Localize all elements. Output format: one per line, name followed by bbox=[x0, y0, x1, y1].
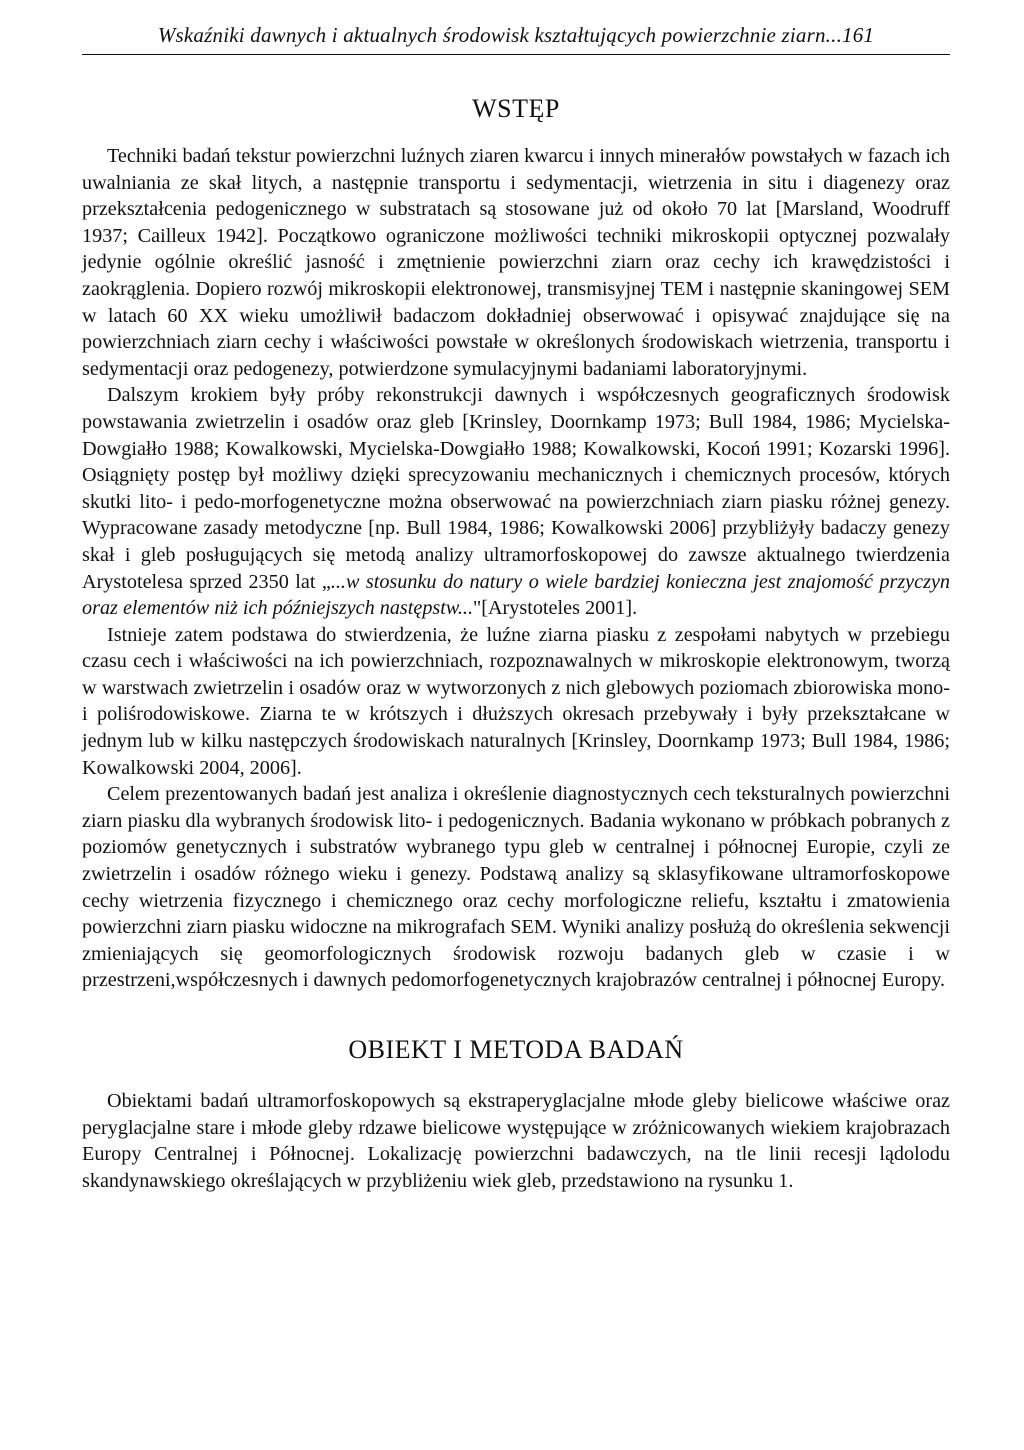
paragraph-3: Istnieje zatem podstawa do stwierdzenia, że luźne ziarna piasku z zespołami nabytych w przebiegu czasu cech i właściwości na ich powierzchniach, rozpoznawalnych w mikroskopie elektronowym, tworzą w warstwach zwietrzelin i osadów oraz w wytworzonych z nich glebowych poziomach zbiorowiska mono- i poliśrodowiskowe. Ziarna te w krótszych i dłuższych okresach przebywały i były przekształcane w jednym lub w kilku następczych środowiskach naturalnych [Krinsley, Doornkamp 1973; Bull 1984, 1986; Kowalkowski 2004, 2006]. bbox=[82, 623, 950, 779]
running-head: Wskaźniki dawnych i aktualnych środowisk kształtujących powierzchnie ziarn...161 bbox=[157, 23, 875, 47]
section-title-obiekt: OBIEKT I METODA BADAŃ bbox=[348, 1035, 684, 1064]
paragraph-2-text: Dalszym krokiem były próby rekonstrukcji dawnych i współczesnych geograficznych środowisk powstawania zwietrzelin i osadów oraz gleb [Krinsley, Doornkamp 1973; Bull 1984, 1986; Mycielska-Dowgiałło 1988; Kowalkowski, Mycielska-Dowgiałło 1988; Kowalkowski, Kocoń 1991; Kozarski 1996]. Osiągnięty postęp był możliwy dzięki sprecyzowaniu mechanicznych i chemicznych procesów, których skutki lito- i pedo-morfogenetyczne można obserwować na powierzchniach ziarn piasku różnej genezy. Wypracowane zasady metodyczne [np. Bull 1984, 1986; Kowalkowski 2006] przybliżyły badaczy genezy skał i gleb posługujących się metodą analizy ultramorfoskopowej do zawsze aktualnego twierdzenia Arystotelesa sprzed 2350 lat „ bbox=[82, 384, 950, 593]
section-title-wstep: WSTĘP bbox=[472, 94, 560, 123]
aristotle-quote: ...w stosunku do natury o wiele bardziej konieczna jest znajomość przyczyn oraz elementów niż ich późniejszych następstw... bbox=[82, 570, 951, 620]
paragraph-1: Techniki badań tekstur powierzchni luźnych ziaren kwarcu i innych minerałów powstałych w fazach ich uwalniania ze skał litych, a następnie transportu i sedymentacji, wietrzenia in situ i diagenezy oraz przekształcenia pedogenicznego w substratach są stosowane już od około 70 lat [Marsland, Woodruff 1937; Cailleux 1942]. Początkowo ograniczone możliwości techniki mikroskopii optycznej pozwalały jedynie ogólnie określić jasność i zmętnienie powierzchni ziarn oraz cechy ich krawędzistości i zaokrąglenia. Dopiero rozwój mikroskopii elektronowej, transmisyjnej TEM i następnie skaningowej SEM w latach 60 XX wieku umożliwił badaczom dokładniej obserwować i opisywać znajdujące się na powierzchniach ziarn cechy i właściwości powstałe w określonych środowiskach wietrzenia, transportu i sedymentacji oraz pedogenezy, potwierdzone symulacyjnymi badaniami laboratoryjnymi. bbox=[82, 145, 950, 380]
page bbox=[82, 20, 950, 1194]
header-rule bbox=[82, 54, 950, 55]
paragraph-2-citation: "[Arystoteles 2001]. bbox=[473, 597, 638, 620]
paragraph-4: Celem prezentowanych badań jest analiza i określenie diagnostycznych cech teksturalnych powierzchni ziarn piasku dla wybranych środowisk lito- i pedogenicznych. Badania wykonano w próbkach pobranych z poziomów genetycznych i substratów wybranego typu gleb w centralnej i północnej Europie, czyli ze zwietrzelin i osadów różnego wieku i genezy. Podstawą analizy są sklasyfikowane ultramorfoskopowe cechy wietrzenia fizycznego i chemicznego oraz cechy morfologiczne reliefu, kształtu i zmatowienia powierzchni ziarn piasku widoczne na mikrografach SEM. Wyniki analizy posłużą do określenia sekwencji zmieniających się geomorfologicznych środowisk rozwoju badanych gleb w czasie i w przestrzeni,współczesnych i dawnych pedomorfogenetycznych krajobrazów centralnej i północnej Europy. bbox=[82, 783, 950, 992]
paragraph-2 bbox=[82, 382, 950, 621]
paragraph-5: Obiektami badań ultramorfoskopowych są ekstraperyglacjalne młode gleby bielicowe właściwe oraz peryglacjalne stare i młode gleby rdzawe bielicowe występujące w zróżnicowanych wiekiem krajobrazach Europy Centralnej i Północnej. Lokalizację powierzchni badawczych, na tle linii recesji lądolodu skandynawskiego określających w przybliżeniu wiek gleb, przedstawiono na rysunku 1. bbox=[82, 1090, 950, 1192]
